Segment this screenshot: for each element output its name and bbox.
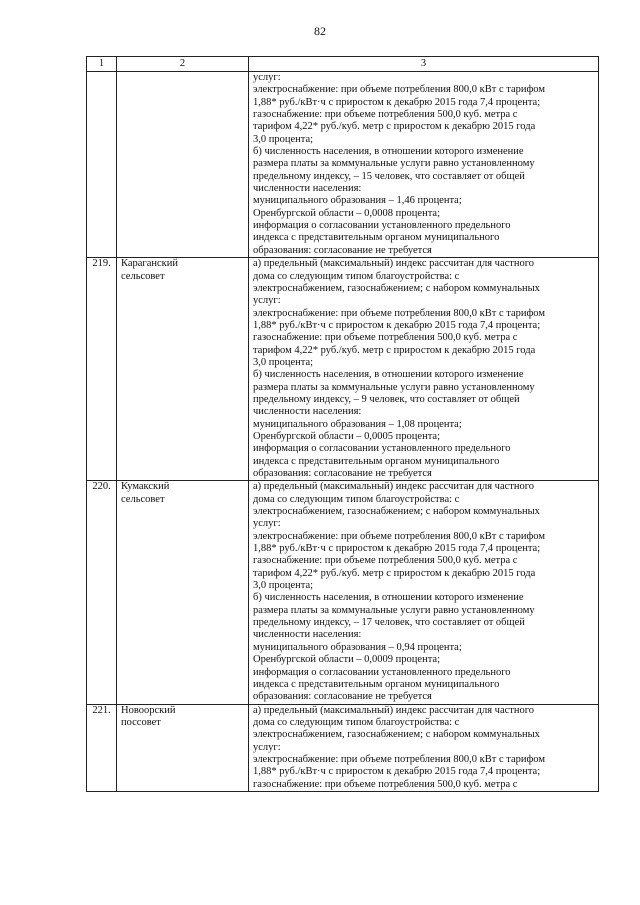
description-line: предельному индексу, – 17 человек, что составляет от общей — [253, 617, 525, 629]
index-description — [249, 481, 599, 704]
description-line: газоснабжение: при объеме потребления 500,0 куб. метра с — [253, 778, 518, 790]
table-header-row — [87, 57, 599, 72]
municipality-name — [117, 258, 249, 481]
document-table — [86, 56, 599, 792]
description-line: б) численность населения, в отношении которого изменение — [253, 369, 524, 381]
index-description — [249, 72, 599, 258]
description-line: дома со следующим типом благоустройства: с — [253, 270, 460, 282]
description-line: численности населения: — [253, 183, 362, 195]
table-row — [87, 481, 599, 704]
description-line: услуг: — [253, 741, 281, 753]
description-line: муниципального образования – 0,94 процента; — [253, 641, 462, 653]
description-line: 3,0 процента; — [253, 133, 314, 145]
description-line: услуг: — [253, 295, 281, 307]
description-line: информация о согласовании установленного предельного — [253, 666, 511, 678]
municipality-name-line: сельсовет — [121, 493, 165, 505]
row-number: 219. — [87, 258, 117, 481]
description-line: численности населения: — [253, 629, 362, 641]
municipality-name-line: Новоорский — [121, 704, 176, 716]
description-line: а) предельный (максимальный) индекс рассчитан для частного — [253, 258, 535, 270]
description-line: размера платы за коммунальные услуги равно установленному — [253, 158, 535, 170]
description-line: 3,0 процента; — [253, 356, 314, 368]
description-line: муниципального образования – 1,08 процента; — [253, 418, 462, 430]
description-line: образования: согласование не требуется — [253, 468, 432, 479]
description-line: тарифом 4,22* руб./куб. метр с приростом к декабрю 2015 года — [253, 121, 536, 133]
description-line: электроснабжением, газоснабжением; с набором коммунальных — [253, 506, 540, 518]
page-number: 82 — [314, 24, 326, 38]
description-line: 1,88* руб./кВт·ч с приростом к декабрю 2015 года 7,4 процента; — [253, 766, 541, 778]
description-line: информация о согласовании установленного предельного — [253, 443, 511, 455]
description-line: дома со следующим типом благоустройства: с — [253, 716, 460, 728]
description-line: численности населения: — [253, 406, 362, 418]
description-line: тарифом 4,22* руб./куб. метр с приростом к декабрю 2015 года — [253, 344, 536, 356]
municipality-name — [117, 481, 249, 704]
description-line: электроснабжением, газоснабжением; с набором коммунальных — [253, 729, 540, 741]
municipality-name-line: сельсовет — [121, 270, 165, 282]
description-line: а) предельный (максимальный) индекс рассчитан для частного — [253, 704, 535, 716]
description-line: размера платы за коммунальные услуги равно установленному — [253, 604, 535, 616]
column-header-2: 2 — [117, 57, 249, 72]
municipality-name — [117, 72, 249, 258]
table-row — [87, 258, 599, 481]
row-number: 220. — [87, 481, 117, 704]
description-line: б) численность населения, в отношении которого изменение — [253, 146, 524, 158]
table-row — [87, 704, 599, 791]
description-line: предельному индексу, – 15 человек, что составляет от общей — [253, 170, 525, 182]
description-line: Оренбургской области – 0,0008 процента; — [253, 207, 440, 219]
row-number: 221. — [87, 704, 117, 791]
description-line: 3,0 процента; — [253, 580, 314, 592]
description-line: а) предельный (максимальный) индекс рассчитан для частного — [253, 481, 535, 493]
table-row — [87, 72, 599, 258]
municipality-name-line: Кумакский — [121, 481, 170, 493]
description-line: электроснабжение: при объеме потребления 800,0 кВт с тарифом — [253, 530, 545, 542]
description-line: электроснабжение: при объеме потребления 800,0 кВт с тарифом — [253, 84, 545, 96]
description-line: услуг: — [253, 518, 281, 530]
description-line: газоснабжение: при объеме потребления 500,0 куб. метра с — [253, 332, 518, 344]
municipality-name-line: поссовет — [121, 716, 161, 728]
description-line: 1,88* руб./кВт·ч с приростом к декабрю 2015 года 7,4 процента; — [253, 543, 541, 555]
description-line: муниципального образования – 1,46 процента; — [253, 195, 462, 207]
column-header-3: 3 — [249, 57, 599, 72]
description-line: газоснабжение: при объеме потребления 500,0 куб. метра с — [253, 555, 518, 567]
description-line: тарифом 4,22* руб./куб. метр с приростом к декабрю 2015 года — [253, 567, 536, 579]
description-line: газоснабжение: при объеме потребления 500,0 куб. метра с — [253, 109, 518, 121]
description-line: образования: согласование не требуется — [253, 691, 432, 703]
description-line: 1,88* руб./кВт·ч с приростом к декабрю 2015 года 7,4 процента; — [253, 319, 541, 331]
description-line: индекса с представительным органом муниципального — [253, 678, 500, 690]
description-line: образования: согласование не требуется — [253, 244, 432, 256]
description-line: 1,88* руб./кВт·ч с приростом к декабрю 2015 года 7,4 процента; — [253, 96, 541, 108]
row-number — [87, 72, 117, 258]
description-line: электроснабжением, газоснабжением; с набором коммунальных — [253, 282, 540, 294]
description-line: Оренбургской области – 0,0009 процента; — [253, 654, 440, 666]
description-line: электроснабжение: при объеме потребления 800,0 кВт с тарифом — [253, 307, 545, 319]
description-line: электроснабжение: при объеме потребления 800,0 кВт с тарифом — [253, 753, 545, 765]
municipality-name — [117, 704, 249, 791]
description-line: услуг: — [253, 72, 281, 83]
index-description — [249, 258, 599, 481]
description-line: Оренбургской области – 0,0005 процента; — [253, 430, 440, 442]
municipality-name-line: Караганский — [121, 258, 179, 270]
description-line: индекса с представительным органом муниципального — [253, 232, 500, 244]
table-body — [87, 72, 599, 792]
description-line: информация о согласовании установленного предельного — [253, 220, 511, 232]
description-line: размера платы за коммунальные услуги равно установленному — [253, 381, 535, 393]
index-description — [249, 704, 599, 791]
description-line: предельному индексу, – 9 человек, что составляет от общей — [253, 393, 520, 405]
column-header-1: 1 — [87, 57, 117, 72]
description-line: индекса с представительным органом муниципального — [253, 455, 500, 467]
description-line: дома со следующим типом благоустройства: с — [253, 493, 460, 505]
description-line: б) численность населения, в отношении которого изменение — [253, 592, 524, 604]
